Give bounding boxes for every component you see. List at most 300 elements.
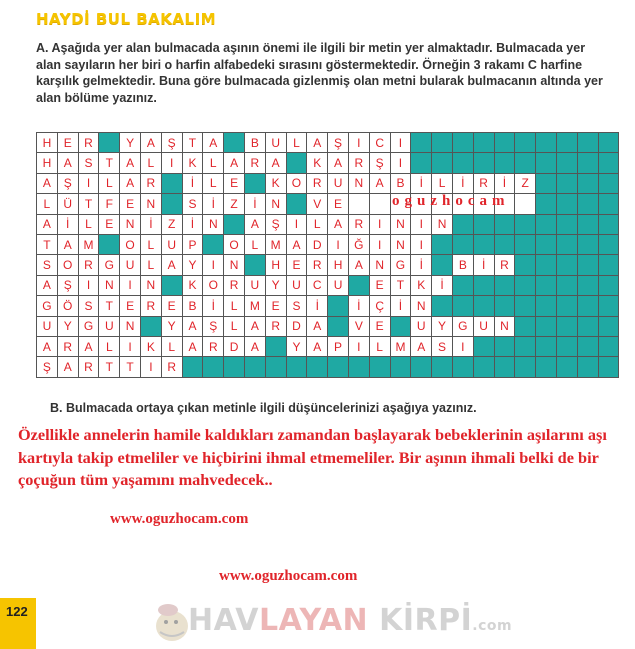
grid-cell	[348, 194, 369, 214]
grid-cell-filled	[390, 316, 411, 336]
grid-cell: Y	[182, 255, 203, 275]
grid-cell-filled	[536, 336, 557, 356]
grid-cell: İ	[244, 194, 265, 214]
grid-cell: S	[78, 153, 99, 173]
grid-cell: Ğ	[348, 234, 369, 254]
grid-cell-filled	[307, 357, 328, 377]
grid-cell: O	[224, 234, 245, 254]
grid-cell-filled	[577, 194, 598, 214]
grid-cell: N	[411, 296, 432, 316]
grid-cell: Ş	[369, 153, 390, 173]
grid-row	[37, 255, 619, 275]
grid-cell: E	[99, 214, 120, 234]
grid-cell: A	[244, 316, 265, 336]
grid-cell: I	[328, 234, 349, 254]
grid-cell: N	[265, 194, 286, 214]
grid-cell: A	[78, 336, 99, 356]
grid-cell: İ	[452, 173, 473, 193]
grid-cell: U	[37, 316, 58, 336]
grid-cell: S	[432, 336, 453, 356]
grid-cell: I	[411, 214, 432, 234]
grid-cell-filled	[598, 316, 619, 336]
grid-cell: L	[99, 336, 120, 356]
puzzle-grid	[36, 132, 619, 378]
grid-cell: C	[307, 275, 328, 295]
website-link-1[interactable]: www.oguzhocam.com	[110, 511, 249, 527]
grid-cell-filled	[494, 357, 515, 377]
grid-cell: N	[99, 275, 120, 295]
section-title: HAYDİ BUL BAKALIM	[36, 10, 217, 28]
grid-cell-filled	[577, 357, 598, 377]
grid-cell-filled	[473, 336, 494, 356]
grid-cell-filled	[556, 234, 577, 254]
grid-row	[37, 214, 619, 234]
grid-cell: B	[452, 255, 473, 275]
grid-cell: L	[432, 173, 453, 193]
instruction-a-label: A.	[36, 41, 49, 55]
grid-cell-filled	[411, 133, 432, 153]
grid-cell: A	[37, 275, 58, 295]
grid-cell-filled	[598, 214, 619, 234]
grid-cell: K	[182, 275, 203, 295]
grid-cell: E	[286, 255, 307, 275]
grid-row	[37, 194, 619, 214]
grid-cell-filled	[556, 296, 577, 316]
grid-cell-filled	[598, 357, 619, 377]
grid-cell-filled	[328, 357, 349, 377]
grid-cell-filled	[140, 316, 161, 336]
grid-cell-filled	[598, 194, 619, 214]
grid-cell: A	[369, 173, 390, 193]
grid-cell-filled	[577, 133, 598, 153]
grid-cell: R	[265, 316, 286, 336]
grid-cell: D	[286, 316, 307, 336]
grid-cell: I	[120, 275, 141, 295]
grid-cell-filled	[556, 153, 577, 173]
grid-cell: İ	[307, 296, 328, 316]
grid-cell: A	[120, 173, 141, 193]
grid-cell: E	[120, 296, 141, 316]
grid-cell-filled	[577, 234, 598, 254]
grid-cell: L	[99, 173, 120, 193]
grid-cell: A	[307, 133, 328, 153]
grid-cell: R	[57, 336, 78, 356]
grid-cell: O	[286, 173, 307, 193]
grid-cell: G	[390, 255, 411, 275]
instruction-b	[50, 401, 477, 415]
grid-cell-filled	[473, 234, 494, 254]
grid-cell-filled	[515, 234, 536, 254]
grid-cell-filled	[432, 357, 453, 377]
grid-cell: I	[286, 214, 307, 234]
instruction-b-text: Bulmacada ortaya çıkan metinle ilgili düşüncelerinizi aşağıya yazınız.	[65, 401, 477, 415]
grid-row	[37, 173, 619, 193]
grid-cell: N	[140, 275, 161, 295]
grid-cell-filled	[536, 214, 557, 234]
logo-part-1: HAV	[188, 603, 260, 638]
grid-cell-filled	[494, 336, 515, 356]
grid-cell: Z	[224, 194, 245, 214]
grid-cell: S	[78, 296, 99, 316]
grid-cell: İ	[473, 255, 494, 275]
grid-cell: R	[78, 357, 99, 377]
grid-cell: K	[265, 173, 286, 193]
grid-cell-filled	[577, 214, 598, 234]
grid-cell: V	[307, 194, 328, 214]
grid-cell: U	[328, 275, 349, 295]
grid-cell: A	[286, 234, 307, 254]
grid-cell-filled	[577, 153, 598, 173]
grid-cell-filled	[598, 275, 619, 295]
grid-cell-filled	[452, 275, 473, 295]
grid-cell: İ	[411, 173, 432, 193]
grid-cell: R	[473, 173, 494, 193]
grid-cell: I	[161, 153, 182, 173]
grid-cell: I	[203, 255, 224, 275]
grid-cell-filled	[452, 133, 473, 153]
grid-cell: A	[203, 133, 224, 153]
grid-cell: V	[348, 316, 369, 336]
grid-cell: O	[57, 255, 78, 275]
grid-cell: H	[37, 153, 58, 173]
grid-cell-filled	[598, 153, 619, 173]
grid-cell-filled	[598, 173, 619, 193]
grid-cell: E	[369, 275, 390, 295]
grid-cell-filled	[515, 133, 536, 153]
grid-cell: A	[57, 153, 78, 173]
grid-cell: S	[286, 296, 307, 316]
grid-cell: Ç	[369, 296, 390, 316]
grid-cell: G	[452, 316, 473, 336]
grid-cell: Y	[120, 133, 141, 153]
grid-cell: A	[224, 153, 245, 173]
grid-cell: E	[57, 133, 78, 153]
grid-cell-filled	[556, 275, 577, 295]
grid-cell: A	[307, 336, 328, 356]
grid-cell-filled	[224, 214, 245, 234]
grid-cell-filled	[473, 133, 494, 153]
grid-cell-filled	[161, 275, 182, 295]
grid-cell: I	[348, 336, 369, 356]
grid-cell: Y	[161, 316, 182, 336]
grid-cell: A	[37, 173, 58, 193]
grid-cell: M	[265, 234, 286, 254]
grid-cell-filled	[536, 275, 557, 295]
grid-cell-filled	[515, 357, 536, 377]
grid-cell: H	[265, 255, 286, 275]
grid-cell-filled	[577, 173, 598, 193]
grid-cell: M	[390, 336, 411, 356]
grid-cell: A	[182, 336, 203, 356]
grid-cell-filled	[411, 357, 432, 377]
grid-cell-filled	[244, 255, 265, 275]
grid-cell-filled	[494, 296, 515, 316]
grid-cell: I	[120, 336, 141, 356]
grid-cell: I	[411, 234, 432, 254]
grid-cell-filled	[473, 214, 494, 234]
grid-row	[37, 275, 619, 295]
grid-cell: G	[99, 255, 120, 275]
grid-cell-filled	[598, 234, 619, 254]
website-link-2[interactable]: www.oguzhocam.com	[219, 568, 358, 584]
grid-cell-filled	[369, 357, 390, 377]
grid-cell: U	[265, 133, 286, 153]
grid-cell: G	[78, 316, 99, 336]
instruction-b-label: B.	[50, 401, 63, 415]
grid-cell: U	[99, 316, 120, 336]
grid-cell: M	[244, 296, 265, 316]
grid-cell: R	[307, 173, 328, 193]
grid-cell-filled	[515, 336, 536, 356]
grid-cell-filled	[432, 296, 453, 316]
grid-cell-filled	[515, 255, 536, 275]
grid-cell: I	[78, 173, 99, 193]
grid-cell: R	[348, 153, 369, 173]
grid-cell: N	[140, 194, 161, 214]
grid-cell: Ü	[57, 194, 78, 214]
grid-cell: R	[244, 153, 265, 173]
grid-cell: S	[182, 194, 203, 214]
grid-cell-filled	[452, 214, 473, 234]
grid-cell-filled	[577, 296, 598, 316]
grid-cell-filled	[203, 357, 224, 377]
grid-cell: E	[120, 194, 141, 214]
grid-cell-filled	[411, 153, 432, 173]
grid-cell: N	[432, 214, 453, 234]
grid-cell: H	[328, 255, 349, 275]
grid-cell-filled	[556, 173, 577, 193]
grid-cell: L	[203, 153, 224, 173]
grid-cell: I	[369, 214, 390, 234]
grid-cell-filled	[348, 357, 369, 377]
grid-cell: N	[203, 214, 224, 234]
grid-cell: Y	[286, 336, 307, 356]
grid-cell-filled	[494, 214, 515, 234]
grid-cell: T	[78, 194, 99, 214]
grid-cell-filled	[556, 316, 577, 336]
grid-cell-filled	[99, 133, 120, 153]
grid-cell: K	[140, 336, 161, 356]
grid-cell: Ş	[57, 275, 78, 295]
grid-cell: I	[452, 336, 473, 356]
grid-cell-filled	[515, 316, 536, 336]
grid-cell-filled	[536, 357, 557, 377]
grid-cell: L	[244, 234, 265, 254]
grid-cell: O	[203, 275, 224, 295]
grid-cell: A	[328, 214, 349, 234]
grid-cell: İ	[182, 173, 203, 193]
grid-cell: H	[37, 133, 58, 153]
grid-cell: L	[307, 214, 328, 234]
grid-cell-filled	[536, 194, 557, 214]
grid-cell: K	[411, 275, 432, 295]
grid-cell: A	[140, 133, 161, 153]
grid-cell-filled	[536, 153, 557, 173]
grid-cell: İ	[348, 296, 369, 316]
grid-cell	[515, 194, 536, 214]
grid-cell-filled	[265, 336, 286, 356]
grid-cell-filled	[244, 173, 265, 193]
grid-cell: Ş	[328, 133, 349, 153]
grid-cell-filled	[515, 214, 536, 234]
grid-watermark-text: oguzhocam	[392, 193, 510, 209]
answer-text: Özellikle annelerin hamile kaldıkları zamandan başlayarak bebeklerinin aşılarını aşı kartıyla takip etmeliler ve hiçbirini ihmal etmemeliler. Bir aşının ihmali belki de bir çoçuğun tüm yaşamını mahvedecek..	[18, 425, 607, 489]
grid-cell-filled	[515, 296, 536, 316]
grid-cell-filled	[286, 153, 307, 173]
grid-cell: N	[120, 214, 141, 234]
grid-cell-filled	[536, 173, 557, 193]
grid-cell: R	[140, 173, 161, 193]
grid-cell	[369, 194, 390, 214]
grid-cell-filled	[536, 316, 557, 336]
grid-cell-filled	[161, 194, 182, 214]
grid-cell: U	[473, 316, 494, 336]
grid-cell-filled	[286, 194, 307, 214]
grid-cell: R	[494, 255, 515, 275]
grid-row	[37, 234, 619, 254]
grid-cell-filled	[452, 357, 473, 377]
grid-cell-filled	[286, 357, 307, 377]
grid-cell: A	[328, 153, 349, 173]
grid-cell-filled	[432, 255, 453, 275]
grid-cell: U	[120, 255, 141, 275]
grid-cell: A	[307, 316, 328, 336]
grid-cell-filled	[452, 153, 473, 173]
grid-cell-filled	[224, 133, 245, 153]
grid-cell-filled	[328, 296, 349, 316]
grid-cell-filled	[224, 357, 245, 377]
grid-cell: L	[286, 133, 307, 153]
grid-cell: U	[161, 234, 182, 254]
grid-row	[37, 153, 619, 173]
page-number: 122	[6, 604, 28, 619]
grid-cell-filled	[494, 275, 515, 295]
grid-cell-filled	[577, 275, 598, 295]
grid-cell: A	[182, 316, 203, 336]
grid-cell: N	[348, 173, 369, 193]
grid-cell-filled	[598, 255, 619, 275]
grid-cell: B	[244, 133, 265, 153]
grid-cell-filled	[577, 316, 598, 336]
grid-cell: N	[390, 234, 411, 254]
grid-cell: I	[369, 234, 390, 254]
grid-cell: İ	[494, 173, 515, 193]
grid-cell: R	[140, 296, 161, 316]
grid-cell: N	[494, 316, 515, 336]
grid-cell: L	[37, 194, 58, 214]
grid-cell: T	[99, 357, 120, 377]
grid-cell-filled	[348, 275, 369, 295]
grid-cell: N	[369, 255, 390, 275]
grid-cell: L	[140, 234, 161, 254]
grid-cell: İ	[140, 214, 161, 234]
grid-cell: Z	[515, 173, 536, 193]
grid-cell: U	[244, 275, 265, 295]
grid-cell-filled	[473, 296, 494, 316]
grid-cell: Ş	[57, 173, 78, 193]
grid-cell: R	[224, 275, 245, 295]
grid-cell: L	[224, 316, 245, 336]
grid-cell-filled	[556, 336, 577, 356]
grid-cell-filled	[536, 234, 557, 254]
grid-cell-filled	[328, 316, 349, 336]
grid-cell: T	[37, 234, 58, 254]
grid-cell-filled	[244, 357, 265, 377]
grid-cell: D	[224, 336, 245, 356]
grid-cell: U	[328, 173, 349, 193]
grid-cell: R	[78, 133, 99, 153]
grid-cell: E	[328, 194, 349, 214]
instruction-a	[36, 40, 606, 106]
grid-cell: A	[348, 255, 369, 275]
grid-cell: E	[369, 316, 390, 336]
grid-cell-filled	[182, 357, 203, 377]
grid-cell: İ	[203, 194, 224, 214]
grid-cell: A	[57, 234, 78, 254]
grid-cell: Ö	[57, 296, 78, 316]
grid-cell-filled	[432, 234, 453, 254]
logo-suffix: .com	[472, 618, 513, 634]
grid-cell: A	[244, 336, 265, 356]
grid-cell: E	[161, 296, 182, 316]
grid-cell: İ	[411, 255, 432, 275]
grid-cell: İ	[57, 214, 78, 234]
grid-cell: Y	[57, 316, 78, 336]
grid-cell: İ	[182, 214, 203, 234]
grid-cell: İ	[390, 296, 411, 316]
grid-cell: D	[307, 234, 328, 254]
grid-cell-filled	[556, 133, 577, 153]
grid-cell-filled	[577, 255, 598, 275]
grid-cell: Ş	[37, 357, 58, 377]
grid-cell: K	[182, 153, 203, 173]
grid-cell: M	[78, 234, 99, 254]
grid-cell: L	[140, 255, 161, 275]
grid-cell-filled	[99, 234, 120, 254]
grid-cell: T	[390, 275, 411, 295]
grid-row	[37, 336, 619, 356]
brand-logo	[188, 603, 512, 638]
grid-cell: P	[328, 336, 349, 356]
grid-cell: L	[224, 296, 245, 316]
grid-cell-filled	[536, 133, 557, 153]
grid-cell-filled	[536, 255, 557, 275]
grid-cell: A	[265, 153, 286, 173]
grid-cell-filled	[515, 153, 536, 173]
grid-cell: A	[120, 153, 141, 173]
grid-cell-filled	[473, 275, 494, 295]
grid-cell: A	[37, 214, 58, 234]
grid-cell: A	[57, 357, 78, 377]
grid-cell: I	[348, 133, 369, 153]
grid-cell: A	[411, 336, 432, 356]
grid-cell: R	[203, 336, 224, 356]
grid-cell: E	[265, 296, 286, 316]
grid-cell-filled	[473, 357, 494, 377]
grid-cell-filled	[473, 153, 494, 173]
grid-cell-filled	[556, 357, 577, 377]
grid-cell-filled	[556, 255, 577, 275]
grid-cell: L	[203, 173, 224, 193]
grid-cell-filled	[598, 336, 619, 356]
grid-row	[37, 316, 619, 336]
grid-cell: R	[161, 357, 182, 377]
grid-cell: A	[244, 214, 265, 234]
grid-cell: F	[99, 194, 120, 214]
grid-cell: T	[99, 296, 120, 316]
grid-cell-filled	[494, 133, 515, 153]
grid-cell: Y	[265, 275, 286, 295]
